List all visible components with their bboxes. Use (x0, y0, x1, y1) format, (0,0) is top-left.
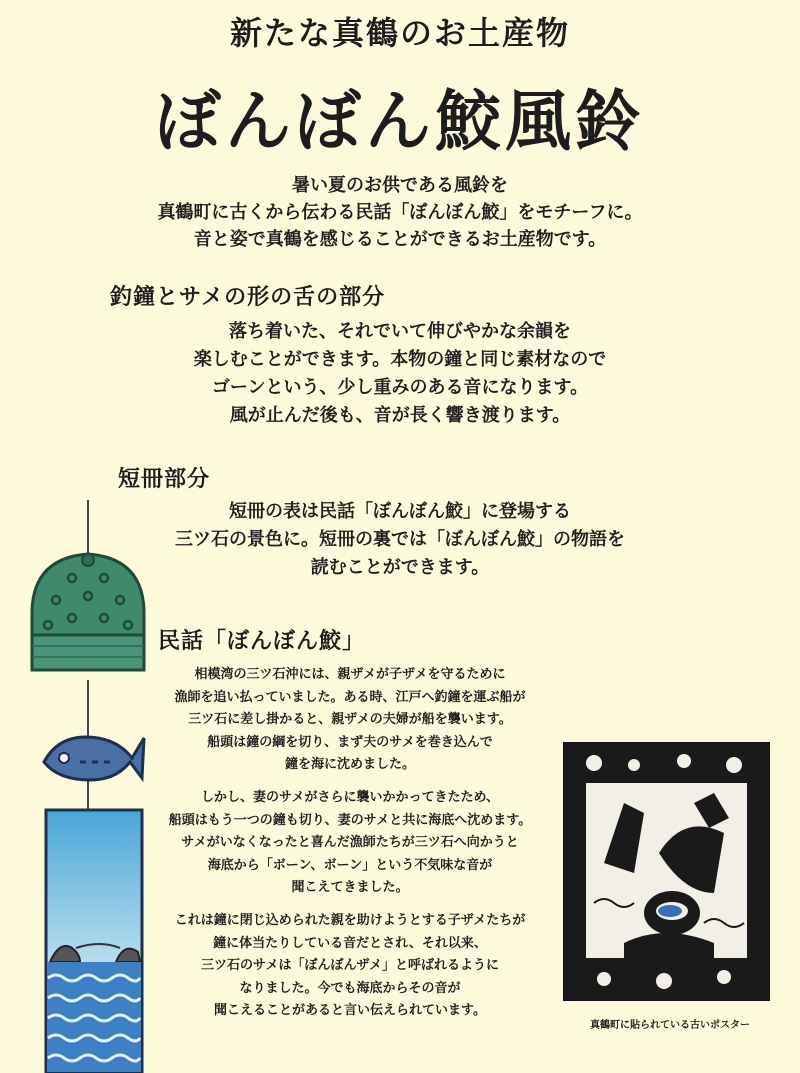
tanzaku-line: 短冊の表は民話「ぼんぼん鮫」に登場する (229, 501, 571, 522)
tale-line: これは鐘に閉じ込められた親を助けようとする子ザメたちが (174, 913, 526, 928)
tale-line: 相模湾の三ツ石沖には、親ザメが子ザメを守るために (194, 667, 506, 682)
tale-line: 聞こえることがあると言い伝えられています。 (214, 1003, 486, 1018)
tale-line: 聞こえてきました。 (291, 880, 409, 895)
tale-paragraph-3 (120, 910, 580, 1023)
tale-line: なりました。今でも海底からその音が (239, 980, 461, 996)
bell-line: ゴーンという、少し重みのある音になります。 (211, 377, 589, 398)
intro-line: 音と姿で真鶴を感じることができるお土産物です。 (193, 229, 607, 250)
tale-line: 船頭は鐘の綱を切り、まず夫のサメを巻き込んで (207, 734, 493, 750)
tale-line: 船頭はもう一つの鐘も切り、妻のサメと共に海底へ沈めます。 (168, 812, 532, 828)
tale-line: 漁師を追い払っていました。ある時、江戸へ釣鐘を運ぶ船が (174, 689, 526, 705)
tale-line: 鐘に体当たりしている音だとされ、それ以来、 (213, 935, 487, 951)
intro-line: 暑い夏のお供である風鈴を (292, 175, 508, 196)
tanzaku-line: 三ツ石の景色に。短冊の裏では「ぼんぼん鮫」の物語を (175, 529, 625, 550)
bell-line: 落ち着いた、それでいて伸びやかな余韻を (229, 321, 571, 342)
tale-line: 三ツ石のサメは「ぼんぼんザメ」と呼ばれるように (201, 958, 499, 973)
intro-text (0, 172, 800, 253)
tale-section-heading: 民話「ぼんぼん鮫」 (158, 629, 366, 654)
intro-line: 真鶴町に古くから伝わる民話「ぼんぼん鮫」をモチーフに。 (157, 202, 643, 223)
tanzaku-section-heading: 短冊部分 (118, 467, 211, 492)
bell-section-text (0, 318, 800, 430)
bell-line: 楽しむことができます。本物の鐘と同じ素材なので (193, 349, 607, 370)
bell-line: 風が止んだ後も、音が長く響き渡ります。 (229, 405, 571, 426)
page-title: ぼんぼん鮫風鈴 (155, 83, 645, 160)
page-subtitle: 新たな真鶴のお土産物 (229, 14, 570, 52)
bell-section-heading: 釣鐘とサメの形の舌の部分 (110, 285, 386, 310)
poster-caption: 真鶴町に貼られている古いポスター (590, 1020, 750, 1031)
bell-icon (32, 554, 144, 670)
tale-line: 鐘を海に沈めました。 (284, 757, 415, 772)
tale-line: 三ツ石に差し掛かると、親ザメの夫婦が船を襲います。 (188, 712, 512, 727)
tale-line: サメがいなくなったと喜んだ漁師たちが三ツ石へ向かうと (181, 835, 519, 850)
tale-paragraph-2 (120, 787, 580, 900)
poster-illustration (564, 743, 769, 1000)
tale-line: しかし、妻のサメがさらに襲いかかってきたため、 (201, 790, 499, 805)
old-poster-image (563, 742, 770, 1001)
tanzaku-line: 読むことができます。 (310, 557, 490, 578)
tale-paragraph-1 (120, 664, 580, 777)
tale-line: 海底から「ボーン、ボーン」という不気味な音が (207, 857, 493, 873)
